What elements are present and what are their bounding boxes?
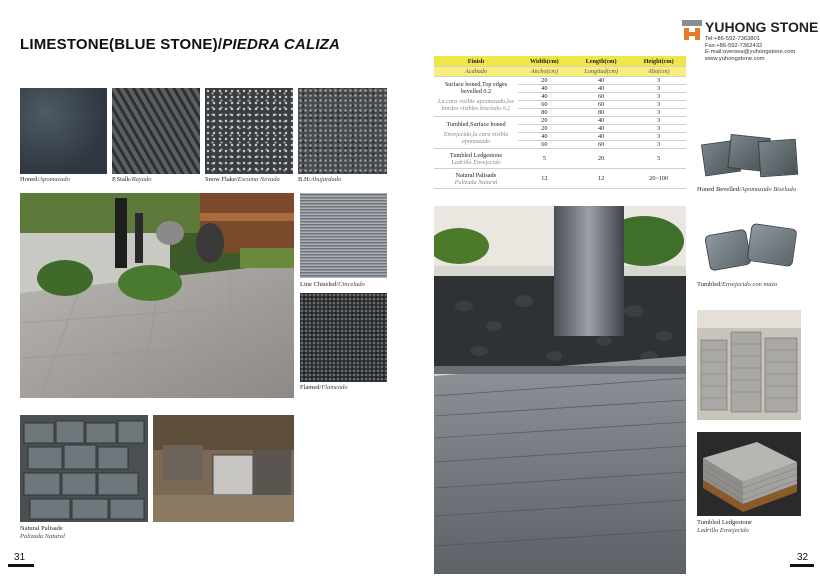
paving-photo: [434, 206, 686, 574]
bushhammered-swatch: [298, 88, 387, 174]
table-row: 80 80 3: [434, 109, 686, 117]
table-row: 40 40 3: [434, 133, 686, 141]
palisade-photo-1: [20, 415, 148, 522]
table-header-row: [434, 56, 686, 67]
table-row: Tumbled Ledgestone Ladrillo Envejecido 5 20 5: [434, 149, 686, 169]
col-length: Length(cm): [571, 56, 632, 67]
table-row: 40 60 3: [434, 93, 686, 101]
table-row: 20 40 3: [434, 125, 686, 133]
finish-cell: Surface honed,Top edges bevelled 0.2 La cara visible apomazado,los bordes visibles biselado 0.2: [434, 77, 518, 117]
brand-logo: [682, 20, 702, 40]
flamed-swatch: [300, 293, 387, 382]
caption-honed: Honed/Apomazado: [20, 176, 70, 183]
ledgestone-stack-photo: [697, 310, 801, 420]
tumbled-photo: [697, 222, 801, 274]
contact-tel: Tel:+86-592-7363801: [705, 36, 760, 42]
spec-table: [434, 56, 686, 189]
col-width: Width(cm): [518, 56, 571, 67]
finish-cell: Tumbled Ledgestone Ladrillo Envejecido: [434, 149, 518, 169]
col-finish: Finish: [434, 56, 518, 67]
contact-email[interactable]: E-mail:oversea@yuhongstone.com: [705, 49, 796, 56]
title-italic: PIEDRA CALIZA: [222, 36, 341, 53]
table-row: Natural Palisade Palizada Natural 12 12 20~100: [434, 169, 686, 189]
finish-cell: Tumbled,Surface honed Envejecido,la cara visible apomazado: [434, 117, 518, 149]
pstalk-swatch: [112, 88, 200, 174]
col-height: Height(cm): [631, 56, 686, 67]
contact-web[interactable]: www.yuhongstone.com: [705, 55, 765, 62]
left-page-bar: [8, 564, 34, 567]
page-title: [20, 36, 340, 53]
palisade-photo-2: [153, 415, 294, 522]
caption-tumbled: Tumbled/Envejecido con mazo: [697, 281, 778, 288]
finish-cell: Natural Palisade Palizada Natural: [434, 169, 518, 189]
caption-bushhammered: B.H/Abujardado: [298, 176, 342, 183]
brand-contacts: [705, 36, 795, 62]
ledgestone-pallet-photo: [697, 432, 801, 516]
snowflake-swatch: [205, 88, 293, 174]
table-row: 60 60 3: [434, 101, 686, 109]
caption-line-chiseled: Line Chiseled/Cincelado: [300, 281, 365, 288]
table-subheader-row: Acabado Ancho(cm) Longitud(cm) Alto(cm): [434, 67, 686, 77]
right-page-bar: [790, 564, 814, 567]
honed-swatch: [20, 88, 107, 174]
caption-ledgestone: Tumbled Ledgestone Ladrillo Envejecido: [697, 519, 752, 534]
table-row: Surface honed,Top edges bevelled 0.2 La cara visible apomazado,los bordes visibles biselado 0.2 20 40 3: [434, 77, 686, 85]
honed-bevelled-photo: [697, 130, 801, 182]
table-row: 60 60 3: [434, 141, 686, 149]
table-row: 40 40 3: [434, 85, 686, 93]
caption-flamed: Flamed/Flameado: [300, 384, 348, 391]
caption-snowflake: Snow Flake/Escuma Nevada: [205, 176, 280, 183]
caption-palisade: Natural Palisade Palizada Natural: [20, 525, 65, 540]
caption-honed-bevelled: Honed Bevelled/Apomazado Biselado: [697, 186, 796, 193]
table-row: Tumbled,Surface honed Envejecido,la cara visible apomazado 20 40 3: [434, 117, 686, 125]
page-number-right: 32: [797, 552, 809, 563]
line-chiseled-swatch: [300, 193, 387, 278]
caption-pstalk: P.Stalk/Rayado: [112, 176, 152, 183]
garden-photo: [20, 193, 294, 398]
page-number-left: 31: [14, 552, 26, 563]
contact-fax: Fax:+86-592-7362432: [705, 42, 763, 49]
brand-name: YUHONG STONE: [705, 19, 819, 35]
title-main: LIMESTONE(BLUE STONE)/: [20, 36, 223, 53]
yuhong-logo-icon: [682, 20, 702, 40]
